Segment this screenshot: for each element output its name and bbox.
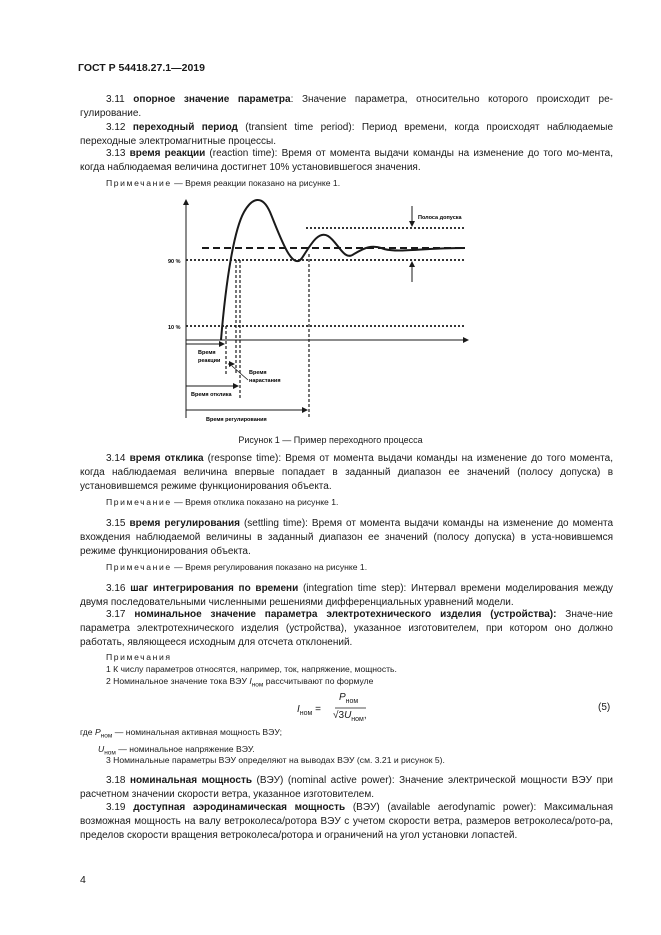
level-10-label: 10 % (168, 325, 181, 331)
settling-time-label: Время регулирования (206, 417, 267, 423)
notes-3-17 (106, 651, 397, 692)
reaction-time-label-1: Время (198, 350, 216, 356)
level-90-label: 90 % (168, 259, 181, 265)
notes-label: Примечания (106, 652, 172, 662)
note-1: 1 К числу параметров относятся, например, ток, напряжение, мощность. (106, 664, 397, 674)
note-2: 2 Номинальное значение тока ВЭУ $I_{ном}$ рассчитывают по формуле (106, 676, 374, 689)
paragraph-3-18: 3.18 номинальная мощность (ВЭУ) (nominal active power): Значение электрической мощности ВЭУ при расчетном значении скорости ветра, указанное изготовителем. (80, 775, 614, 800)
paragraph-3-14: 3.14 время отклика (response time): Время от момента выдачи команды на изменение до того момента, когда наблюдаемая величина впервые попадает в заданный диапазон ее значений (полосу допуска) в установившемся режиме функционирования объекта. (80, 453, 613, 492)
note-3-14: Примечание — Время отклика показано на рисунке 1. (106, 497, 339, 507)
paragraph-3-19: 3.19 доступная аэродинамическая мощность (ВЭУ) (available aerodynamic power): Максимальная возможная мощность на валу ветроколеса/ротора ВЭУ с учетом скорости ветра, размеров ветроколеса/рото-ра, пределов скорости вращения ветроколеса/ротора и ограничений на угол установки лопастей. (80, 802, 614, 841)
rise-time-label-2: нарастания (249, 378, 281, 384)
response-time-label: Время отклика (191, 392, 232, 398)
figure-caption: Рисунок 1 — Пример переходного процесса (238, 435, 423, 445)
note-3-15: Примечание — Время регулирования показано на рисунке 1. (106, 562, 368, 572)
rise-time-label-1: Время (249, 370, 267, 376)
page-number: 4 (80, 874, 86, 886)
paragraph-3-15: 3.15 время регулирования (settling time): Время от момента выдачи команды на изменение до момента вхождения наблюдаемой величины в заданный диапазон ее значений (полосу допуска) в уста-новившемся режиме функционирования объекта. (80, 518, 614, 557)
paragraph-3-12: 3.12 переходный период (transient time period): Период времени, когда происходят наблюдаемые переходные электромагнитные процессы. (80, 122, 614, 147)
note-3: 3 Номинальные параметры ВЭУ определяют на выводах ВЭУ (см. 3.21 и рисунок 5). (106, 755, 445, 765)
where-p: где $P_{ном}$ — номинальная активная мощность ВЭУ; (80, 727, 282, 740)
paragraph-3-11: 3.11 опорное значение параметра: Значение параметра, относительно которого происходит ре-гулирование. (80, 94, 613, 119)
reaction-time-label-2: реакции (198, 358, 221, 364)
paragraph-3-13: 3.13 время реакции (reaction time): Время от момента выдачи команды на изменение до того мо-мента, когда наблюдаемая величина достигнет 10% установившегося значения. (80, 148, 613, 173)
page-header: ГОСТ Р 54418.27.1—2019 (78, 62, 205, 74)
paragraph-3-16: 3.16 шаг интегрирования по времени (integration time step): Интервал времени моделирования между двумя последовательными численными решениями дифференциальных уравнений модели. (80, 583, 613, 608)
paragraph-3-17: 3.17 номинальное значение параметра электротехнического изделия (устройства): Значе-ние параметра электротехнического изделия (устройства), указанное изготовителем, при котором оно должно работать, являющееся исходным для отсчета отклонений. (80, 609, 613, 648)
tolerance-band-label: Полоса допуска (418, 215, 462, 221)
note-3-13: Примечание — Время реакции показано на рисунке 1. (106, 178, 341, 188)
where-u: $U_{ном}$ — номинальное напряжение ВЭУ. (98, 743, 255, 757)
